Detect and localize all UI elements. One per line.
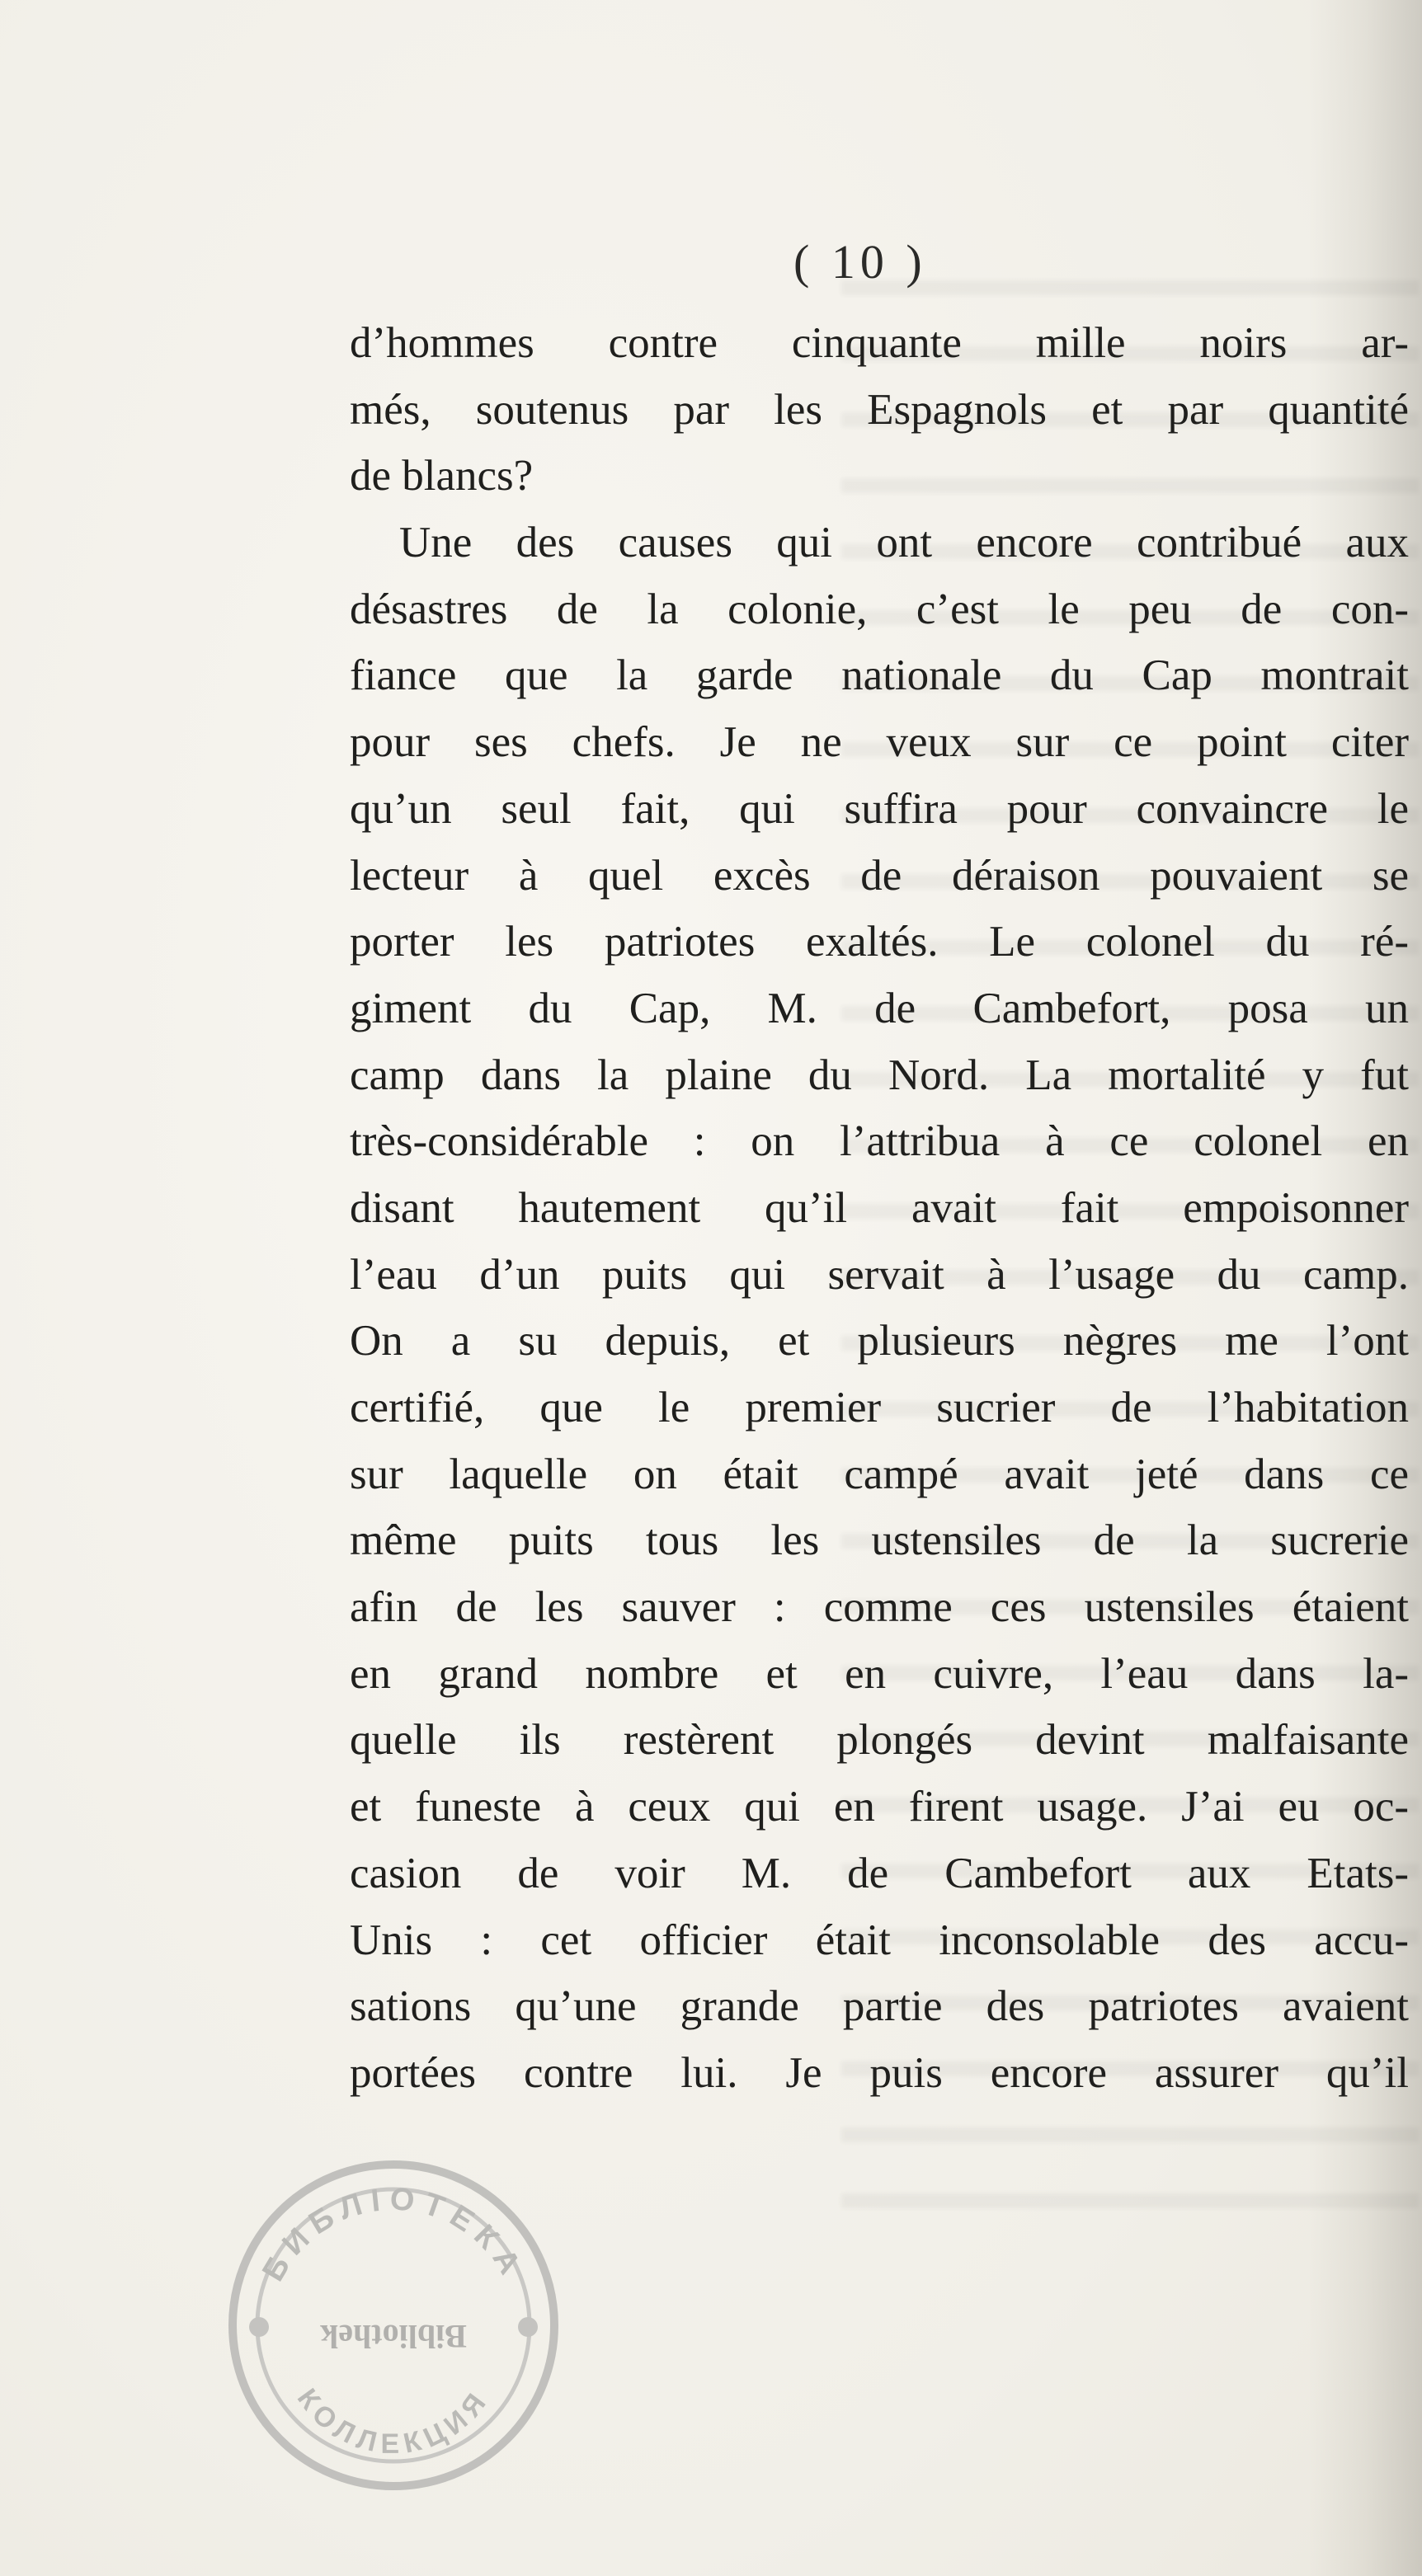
text-line: afin de les sauver : comme ces ustensiles étaient — [350, 1583, 1409, 1632]
text-line: quelle ils restèrent plongés devint malfaisante — [350, 1716, 1409, 1765]
text-line: portées contre lui. Je puis encore assurer qu’il — [350, 2048, 1409, 2097]
text-line: sur laquelle on était campé avait jeté dans ce — [350, 1450, 1409, 1498]
page-number: ( 10 ) — [793, 235, 927, 289]
text-line: lecteur à quel excès de déraison pouvaient se — [350, 851, 1409, 900]
text-line: On a su depuis, et plusieurs nègres me l’ont — [350, 1317, 1409, 1366]
text-line: disant hautement qu’il avait fait empoisonner — [350, 1183, 1409, 1232]
text-line: même puits tous les ustensiles de la sucrerie — [350, 1516, 1409, 1565]
stamp-right-dot — [518, 2317, 538, 2337]
stamp-left-dot — [249, 2317, 269, 2337]
text-line: en grand nombre et en cuivre, l’eau dans la- — [350, 1649, 1409, 1698]
body-text — [350, 310, 1409, 2107]
stamp-top-text: БИБЛІОТЕКА — [256, 2181, 531, 2287]
text-line: désastres de la colonie, c’est le peu de con- — [350, 585, 1409, 633]
text-line: et funeste à ceux qui en firent usage. J’ai eu oc- — [350, 1783, 1409, 1831]
stamp-bottom-text: КОЛЛЕКЦИЯ — [290, 2382, 497, 2460]
text-line: très-considérable : on l’attribua à ce colonel en — [350, 1117, 1409, 1166]
stamp-center-text: Bibliothek — [320, 2318, 467, 2355]
text-line: Unis : cet officier était inconsolable des accu- — [350, 1916, 1409, 1964]
text-line: de blancs? — [350, 452, 534, 501]
text-line: més, soutenus par les Espagnols et par quantité — [350, 385, 1409, 434]
text-line: qu’un seul fait, qui suffira pour convaincre le — [350, 784, 1409, 833]
text-line: fiance que la garde nationale du Cap montrait — [350, 651, 1409, 700]
text-line: pour ses chefs. Je ne veux sur ce point citer — [350, 718, 1409, 767]
text-line: l’eau d’un puits qui servait à l’usage du camp. — [350, 1250, 1409, 1299]
text-line: Une des causes qui ont encore contribué aux — [399, 519, 1409, 567]
text-line: camp dans la plaine du Nord. La mortalité y fut — [350, 1051, 1409, 1099]
text-line: giment du Cap, M. de Cambefort, posa un — [350, 984, 1409, 1032]
text-line: certifié, que le premier sucrier de l’habitation — [350, 1384, 1409, 1431]
text-line: porter les patriotes exaltés. Le colonel du ré- — [350, 918, 1409, 966]
text-line: sations qu’une grande partie des patriotes avaient — [350, 1982, 1409, 2031]
text-line: d’hommes contre cinquante mille noirs ar- — [350, 319, 1409, 367]
text-line: casion de voir M. de Cambefort aux Etats- — [350, 1849, 1409, 1897]
library-stamp — [208, 2136, 579, 2507]
